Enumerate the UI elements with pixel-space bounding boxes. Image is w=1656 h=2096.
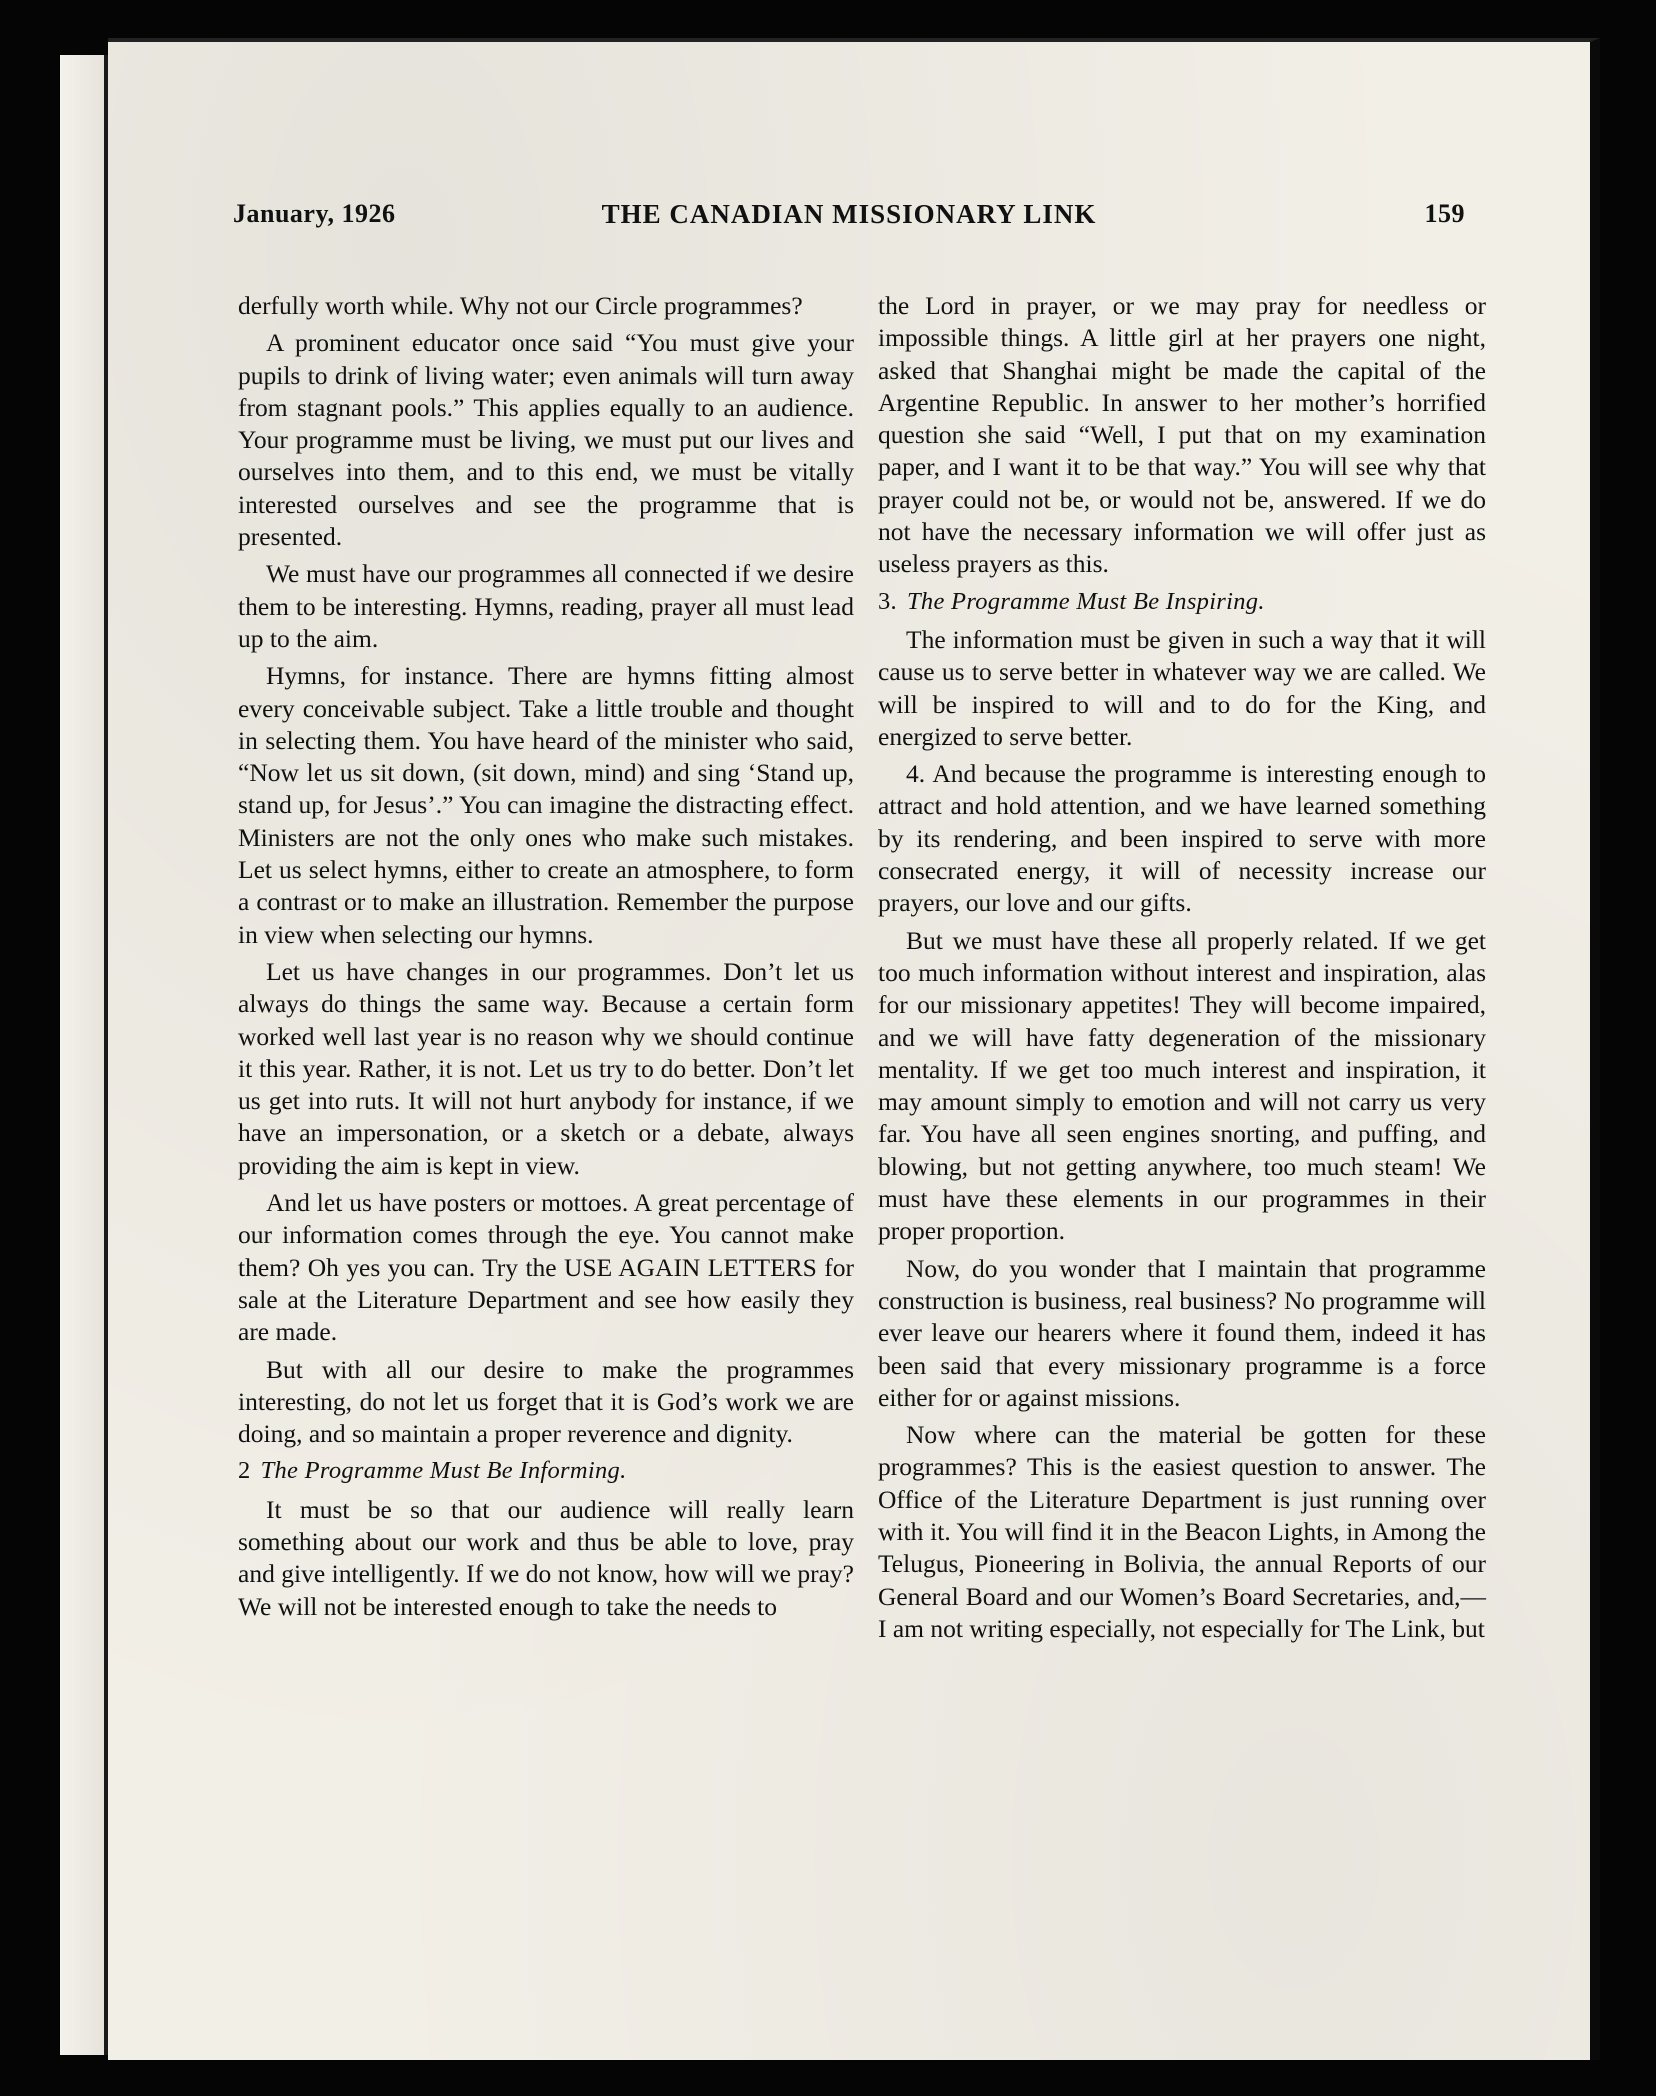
paragraph: It must be so that our audience will really learn something about our work and thus be able to love, pray and give intelligently. If we do not know, how will we pray? We will not be interested enough to take the needs to: [238, 1494, 854, 1621]
paragraph: Now where can the material be gotten for these programmes? This is the easiest question to answer. The Office of the Literature Department is just running over with it. You will find it in the Beacon Lights, in Among the Telugus, Pioneering in Bolivia, the annual Reports of our General Board and our Women’s Board Secretaries, and,—I am not writing especially, not especially for The Link, but: [878, 1420, 1486, 1643]
paragraph: the Lord in prayer, or we may pray for needless or impossible things. A little girl at her prayers one night, asked that Shanghai might be made the capital of the Argentine Republic. In answer to her mother’s horrified question she said “Well, I put that on my examination paper, and I want it to be that way.” You will see why that prayer could not be, or would not be, answered. If we do not have the necessary information we will offer just as useless prayers as this.: [878, 291, 1486, 579]
paragraph: But with all our desire to make the programmes interesting, do not let us forget that it is God’s work we are doing, and so maintain a proper reverence and dignity.: [238, 1354, 854, 1449]
section-heading: [238, 1455, 854, 1487]
page-number: 159: [1424, 199, 1465, 228]
paragraph: Now, do you wonder that I maintain that programme construction is business, real business? No programme will ever leave our hearers where it found them, indeed it has been said that every missionary programme is a force either for or against missions.: [878, 1253, 1486, 1412]
paragraph: We must have our programmes all connected if we desire them to be interesting. Hymns, reading, prayer all must lead up to the aim.: [238, 559, 854, 653]
left-column: [238, 290, 854, 1628]
paragraph: A prominent educator once said “You must give your pupils to drink of living water; even animals will turn away from stagnant pools.” This applies equally to an audience. Your programme must be living, we must put our lives and ourselves into them, and to this end, we must be vitally interested ourselves and see the programme that is presented.: [238, 328, 854, 552]
paragraph: Let us have changes in our programmes. Don’t let us always do things the same way. Because a certain form worked well last year is no reason why we should continue it this year. Rather, it is not. Let us try to do better. Don’t let us get into ruts. It will not hurt anybody for instance, if we have an impersonation, or a sketch or a debate, always providing the aim is kept in view.: [238, 956, 854, 1180]
paragraph: The information must be given in such a way that it will cause us to serve better in whatever way we are called. We will be inspired to will and to do for the King, and energized to serve better.: [878, 624, 1486, 751]
paragraph: Hymns, for instance. There are hymns fitting almost every conceivable subject. Take a little trouble and thought in selecting them. You have heard of the minister who said, “Now let us sit down, (sit down, mind) and sing ‘Stand up, stand up, for Jesus’.” You can imagine the distracting effect. Ministers are not the only ones who make such mistakes. Let us select hymns, either to create an atmosphere, to form a contrast or to make an illustration. Remember the purpose in view when selecting our hymns.: [238, 661, 854, 949]
right-column: [878, 290, 1486, 1650]
section-number: 2: [238, 1457, 251, 1485]
running-header: [233, 199, 1465, 239]
journal-page: [108, 38, 1600, 2060]
section-number: 3.: [878, 587, 897, 615]
header-date: January, 1926: [233, 199, 396, 228]
section-heading-text: The Programme Must Be Informing.: [260, 1457, 627, 1485]
paragraph: derfully worth while. Why not our Circle programmes?: [238, 291, 803, 320]
journal-title: THE CANADIAN MISSIONARY LINK: [601, 199, 1097, 229]
section-heading-text: The Programme Must Be Inspiring.: [906, 587, 1265, 615]
section-heading: [878, 586, 1486, 618]
paragraph: But we must have these all properly related. If we get too much information without interest and inspiration, alas for our missionary appetites! They will become impaired, and we will have fatty degeneration of the missionary mentality. If we get too much interest and inspiration, it may amount simply to emotion and will not carry us very far. You have all seen engines snorting, and puffing, and blowing, but not getting anywhere, too much steam! We must have these elements in our programmes in their proper proportion.: [878, 925, 1486, 1246]
previous-page-edge: [60, 55, 108, 2055]
paragraph: 4. And because the programme is interesting enough to attract and hold attention, and we have learned something by its rendering, and been inspired to serve with more consecrated energy, it will of necessity increase our prayers, our love and our gifts.: [878, 759, 1486, 918]
paragraph: And let us have posters or mottoes. A great percentage of our information comes through the eye. You cannot make them? Oh yes you can. Try the USE AGAIN LETTERS for sale at the Literature Department and see how easily they are made.: [238, 1188, 854, 1347]
